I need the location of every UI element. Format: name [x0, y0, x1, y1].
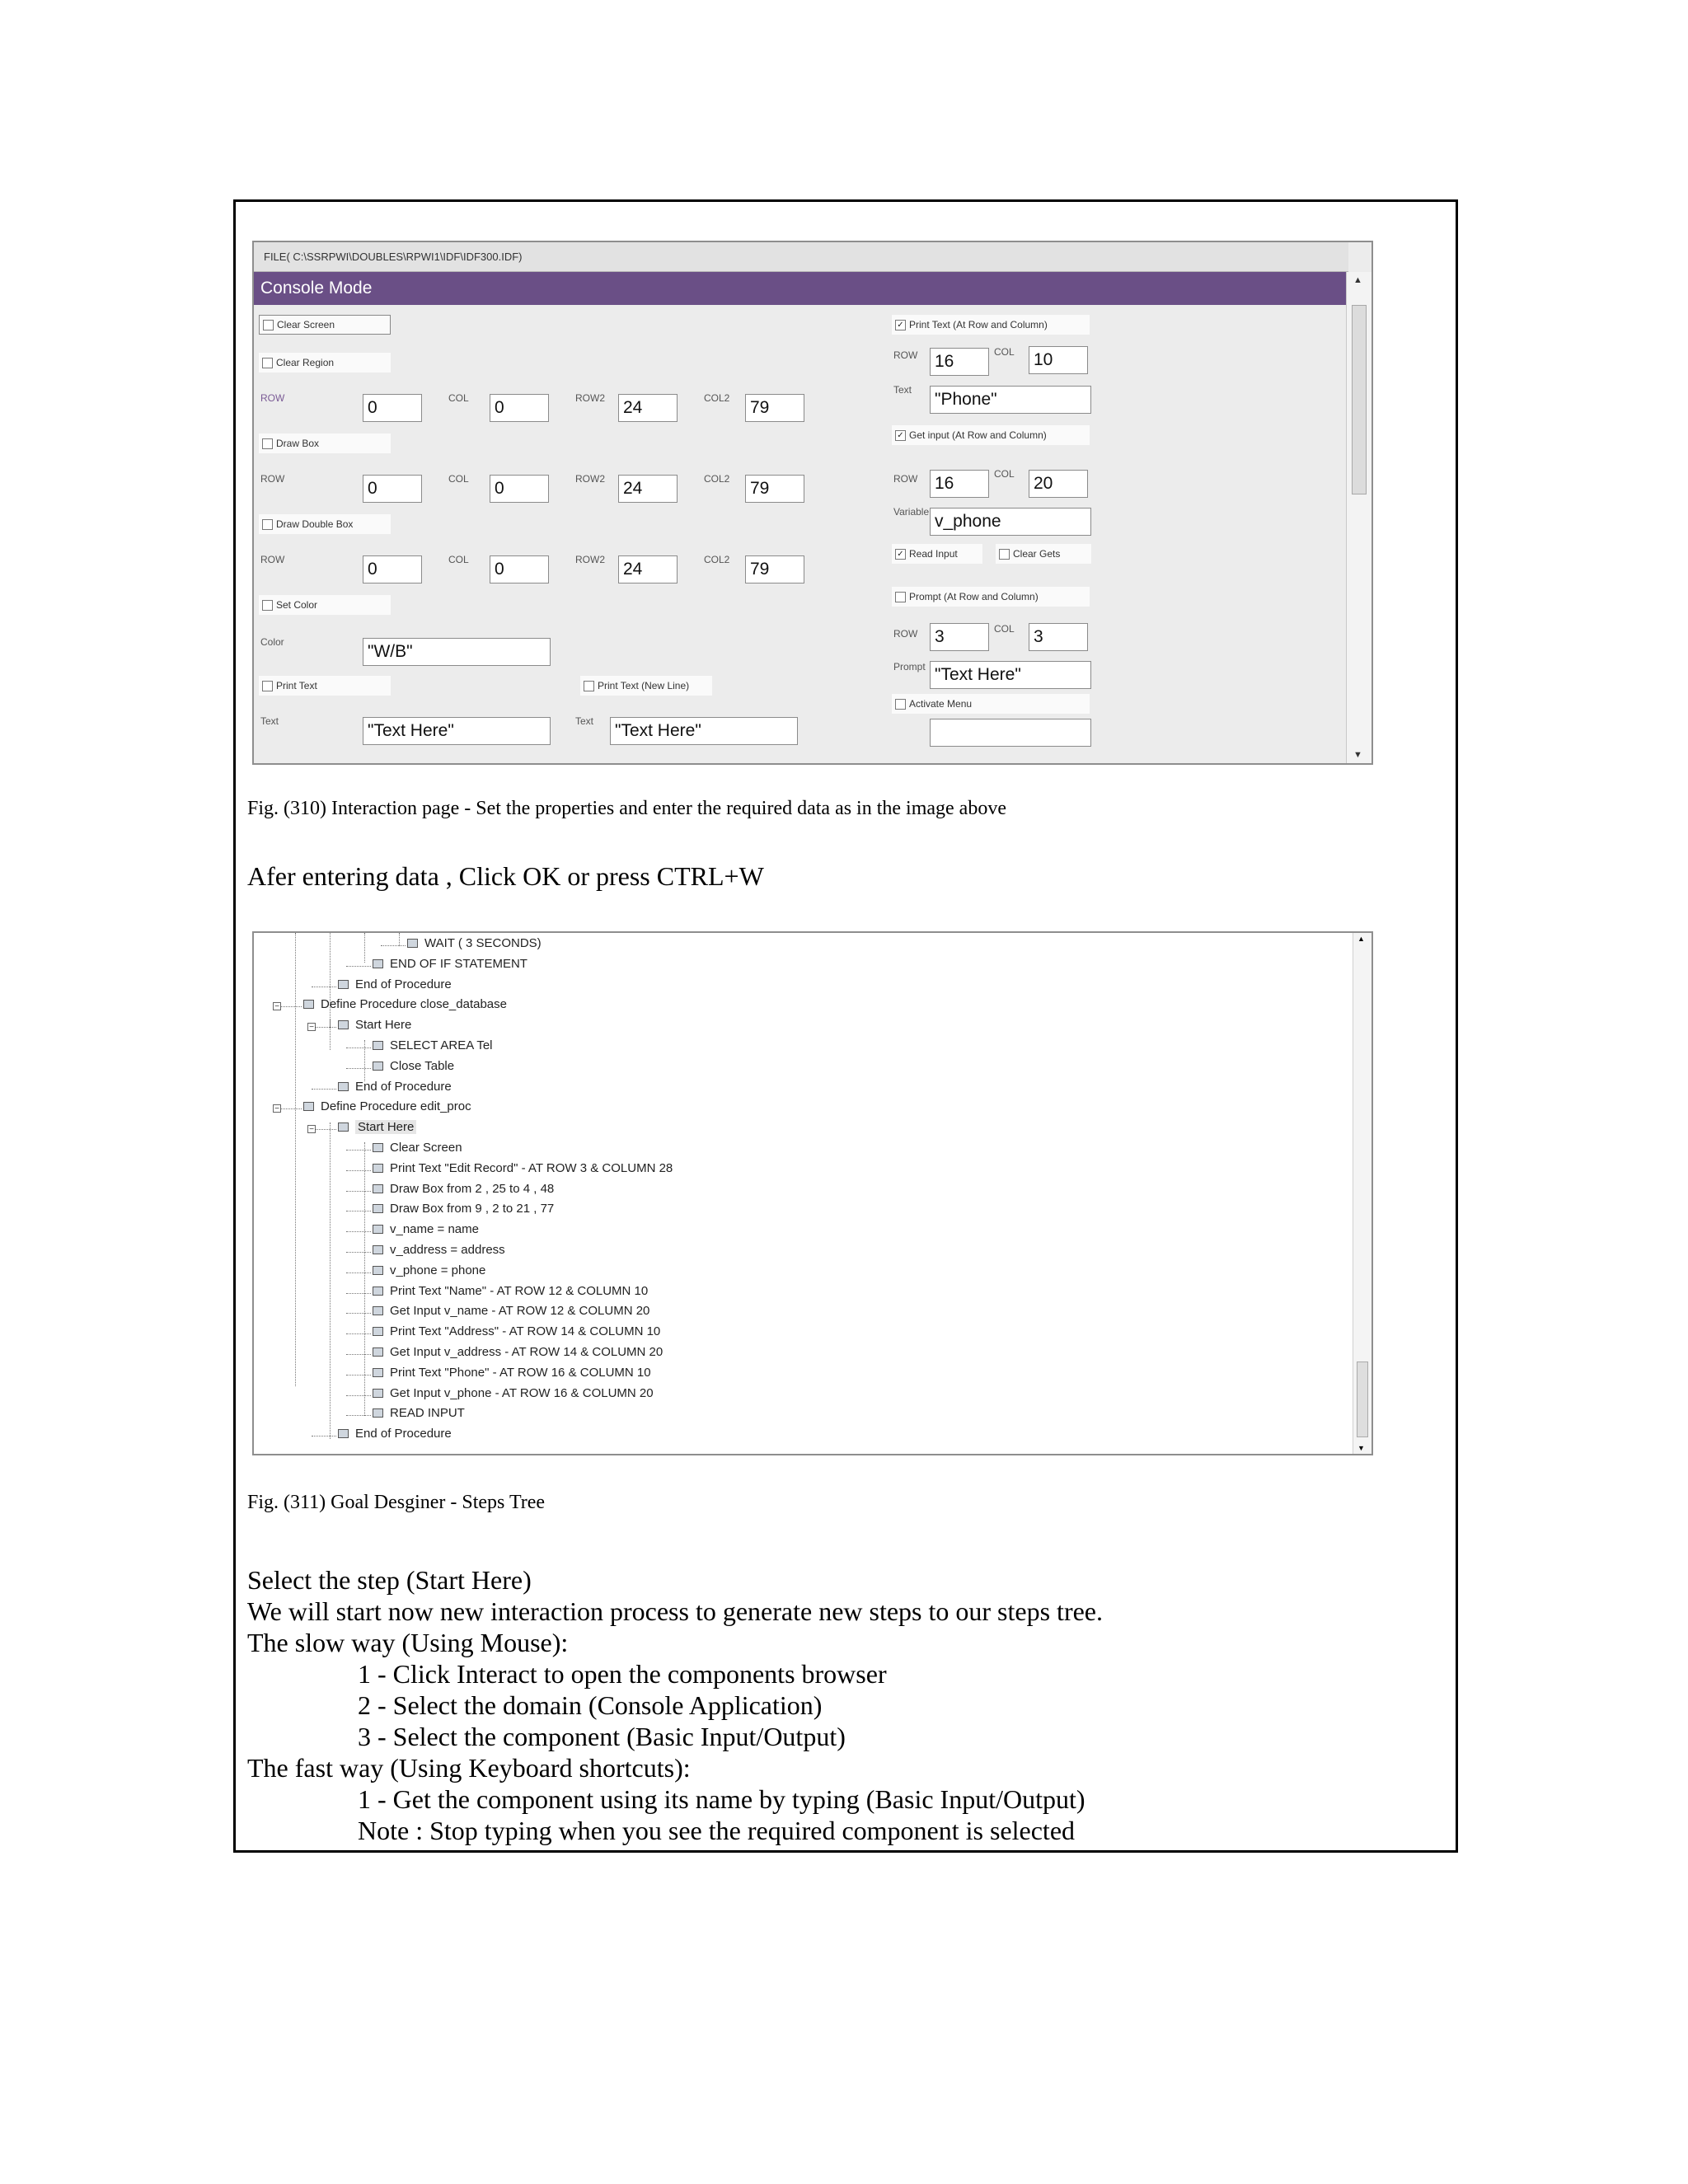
print-rc-row-input[interactable]: 16 — [930, 348, 989, 376]
tree-line — [364, 1040, 365, 1081]
tree-line — [346, 1231, 371, 1232]
tree-node-label: Draw Box from 2 , 25 to 4 , 48 — [390, 1181, 555, 1196]
print-text-input[interactable]: "Text Here" — [363, 717, 551, 745]
checkbox-icon — [262, 358, 273, 368]
dbox-col-label: COL — [448, 554, 469, 565]
dbox-row2-label: ROW2 — [575, 554, 605, 565]
region-row-input[interactable]: 0 — [363, 394, 422, 422]
tree-node[interactable] — [407, 936, 542, 950]
clear-gets-checkbox[interactable]: Clear Gets — [996, 544, 1091, 564]
region-row2-label: ROW2 — [575, 392, 605, 404]
tree-node[interactable] — [373, 1161, 673, 1175]
checkbox-icon — [262, 681, 273, 691]
step-icon — [373, 1225, 383, 1234]
tree-node-label: v_phone = phone — [390, 1263, 486, 1277]
print-rc-text-label: Text — [893, 384, 912, 396]
step-icon — [338, 980, 349, 989]
console-mode-window — [252, 241, 1373, 765]
tree-node-label: Define Procedure close_database — [321, 997, 507, 1012]
dbox-row-input[interactable]: 0 — [363, 555, 422, 583]
step-line-3: The slow way (Using Mouse): — [247, 1628, 569, 1657]
region-col2-label: COL2 — [704, 392, 730, 404]
fig310-caption: Fig. (310) Interaction page - Set the properties and enter the required data as in the image above — [247, 798, 1006, 819]
step-icon — [373, 1347, 383, 1357]
region-row-label: ROW — [260, 392, 285, 404]
tree-node[interactable] — [303, 997, 507, 1011]
scroll-up-icon[interactable]: ▲ — [1357, 935, 1365, 943]
region-col-input[interactable]: 0 — [490, 394, 549, 422]
box-col-label: COL — [448, 473, 469, 485]
tree-node[interactable] — [373, 1345, 663, 1359]
tree-line — [381, 945, 406, 946]
tree-node-label: v_name = name — [390, 1222, 479, 1237]
clear-region-checkbox[interactable]: Clear Region — [259, 353, 391, 373]
dbox-col2-label: COL2 — [704, 554, 730, 565]
prompt-row-label: ROW — [893, 628, 918, 640]
checkbox-checked-icon: ✓ — [895, 430, 906, 441]
tree-line — [346, 1375, 371, 1376]
tree-node[interactable] — [338, 1120, 416, 1134]
tree-node-label: Define Procedure edit_proc — [321, 1099, 471, 1114]
tree-node-label: READ INPUT — [390, 1406, 465, 1421]
tree-node-label: Get Input v_name - AT ROW 12 & COLUMN 20 — [390, 1304, 650, 1319]
print-rc-row-label: ROW — [893, 349, 918, 361]
checkbox-icon — [584, 681, 594, 691]
print-rc-col-input[interactable]: 10 — [1029, 346, 1088, 374]
tree-node-label: Get Input v_phone - AT ROW 16 & COLUMN 20 — [390, 1385, 654, 1400]
checkbox-icon — [895, 699, 906, 710]
get-input-variable-input[interactable]: v_phone — [930, 508, 1091, 536]
tree-line — [312, 1089, 336, 1090]
clear-screen-checkbox[interactable]: Clear Screen — [259, 315, 391, 335]
step-icon — [373, 1389, 383, 1398]
scrollbar-thumb[interactable] — [1352, 305, 1367, 494]
dbox-row2-input[interactable]: 24 — [618, 555, 678, 583]
checkbox-icon — [262, 438, 273, 449]
step-icon — [373, 1041, 383, 1050]
color-input[interactable]: "W/B" — [363, 638, 551, 666]
tree-node[interactable] — [373, 1243, 505, 1257]
step-icon — [373, 1266, 383, 1275]
box-row2-label: ROW2 — [575, 473, 605, 485]
activate-menu-checkbox[interactable]: Activate Menu — [892, 694, 1090, 714]
tree-line — [399, 933, 400, 946]
tree-line — [346, 1313, 371, 1314]
tree-node-label: v_address = address — [390, 1243, 505, 1257]
tree-node-label: Draw Box from 9 , 2 to 21 , 77 — [390, 1202, 555, 1216]
tree-node[interactable] — [373, 1141, 462, 1155]
tree-node[interactable] — [373, 1304, 649, 1318]
tree-node[interactable] — [338, 1427, 452, 1441]
tree-node[interactable] — [373, 1406, 465, 1420]
tree-node[interactable] — [373, 1366, 651, 1380]
step-line-5: 2 - Select the domain (Console Application) — [358, 1690, 823, 1720]
tree-node-label: END OF IF STATEMENT — [390, 956, 528, 971]
collapse-icon[interactable]: − — [307, 1023, 316, 1031]
file-path-bar: FILE( C:\SSRPWI\DOUBLES\RPWI1\IDF\IDF300.IDF) — [254, 242, 1348, 272]
get-input-col-input[interactable]: 20 — [1029, 470, 1088, 498]
step-line-4: 1 - Click Interact to open the components browser — [358, 1659, 887, 1689]
tree-node[interactable] — [338, 1018, 411, 1032]
step-icon — [373, 1245, 383, 1254]
step-icon — [373, 1408, 383, 1418]
steps-tree — [252, 931, 1373, 1455]
checkbox-icon — [262, 600, 273, 611]
step-icon — [338, 1429, 349, 1438]
tree-node-label: Print Text "Phone" - AT ROW 16 & COLUMN 10 — [390, 1365, 651, 1380]
tree-line — [346, 1272, 371, 1273]
step-icon — [338, 1020, 349, 1029]
vertical-scrollbar[interactable] — [1346, 272, 1372, 763]
tree-node-label: WAIT ( 3 SECONDS) — [424, 936, 542, 950]
get-input-row-input[interactable]: 16 — [930, 470, 989, 498]
tree-node[interactable] — [373, 1386, 654, 1400]
tree-node-label: Print Text "Edit Record" - AT ROW 3 & COLUMN 28 — [390, 1160, 673, 1175]
scrollbar-thumb[interactable] — [1357, 1361, 1368, 1437]
tree-node[interactable] — [303, 1099, 471, 1113]
region-row2-input[interactable]: 24 — [618, 394, 678, 422]
fig311-caption: Fig. (311) Goal Desginer - Steps Tree — [247, 1492, 546, 1513]
tree-node[interactable] — [373, 1284, 648, 1298]
tree-line — [346, 1150, 371, 1151]
box-row-input[interactable]: 0 — [363, 475, 422, 503]
tree-line — [330, 1019, 331, 1050]
prompt-row-input[interactable]: 3 — [930, 623, 989, 651]
step-icon — [373, 1062, 383, 1071]
box-col-input[interactable]: 0 — [490, 475, 549, 503]
print-text-newline-checkbox[interactable]: Print Text (New Line) — [580, 676, 712, 696]
checkbox-icon — [895, 592, 906, 602]
box-row2-input[interactable]: 24 — [618, 475, 678, 503]
activate-menu-input[interactable] — [930, 719, 1091, 747]
color-label: Color — [260, 636, 284, 648]
tree-node[interactable] — [373, 957, 528, 971]
tree-line — [346, 1191, 371, 1192]
step-icon — [373, 1327, 383, 1336]
collapse-icon[interactable]: − — [307, 1125, 316, 1133]
step-line-9: Note : Stop typing when you see the required component is selected — [358, 1816, 1076, 1845]
step-icon — [373, 1164, 383, 1173]
checkbox-checked-icon: ✓ — [895, 549, 906, 560]
tree-line — [346, 1252, 371, 1253]
box-col2-label: COL2 — [704, 473, 730, 485]
box-col2-input[interactable]: 79 — [745, 475, 804, 503]
print-text-row-col-checkbox[interactable]: ✓ Print Text (At Row and Column) — [892, 315, 1090, 335]
step-line-8: 1 - Get the component using its name by typing (Basic Input/Output) — [358, 1784, 1085, 1814]
tree-node-label: End of Procedure — [355, 1427, 452, 1441]
tree-node-label: Start Here — [355, 1018, 412, 1033]
step-icon — [373, 1306, 383, 1315]
tree-node-label: Start Here — [355, 1120, 416, 1134]
checkbox-icon — [999, 549, 1010, 560]
step-line-6: 3 - Select the component (Basic Input/Output) — [358, 1722, 846, 1751]
print-text-newline-input[interactable]: "Text Here" — [610, 717, 798, 745]
step-icon — [338, 1122, 349, 1132]
tree-node[interactable] — [373, 1222, 479, 1236]
draw-box-checkbox[interactable]: Draw Box — [259, 434, 391, 453]
dbox-row-label: ROW — [260, 554, 285, 565]
dbox-col2-input[interactable]: 79 — [745, 555, 804, 583]
tree-line — [330, 933, 331, 1028]
prompt-label: Prompt — [893, 661, 926, 673]
tree-node-label: Print Text "Name" - AT ROW 12 & COLUMN 10 — [390, 1283, 649, 1298]
tree-node-label: End of Procedure — [355, 1079, 452, 1094]
scroll-down-icon[interactable]: ▼ — [1357, 1444, 1365, 1452]
box-row-label: ROW — [260, 473, 285, 485]
tree-node[interactable] — [373, 1202, 554, 1216]
checkbox-checked-icon: ✓ — [895, 320, 906, 330]
tree-node-label: Clear Screen — [390, 1141, 462, 1155]
get-input-variable-label: Variable — [893, 506, 930, 518]
tree-line — [346, 1211, 371, 1212]
tree-node[interactable] — [373, 1059, 454, 1073]
instruction-text: Afer entering data , Click OK or press CTRL+W — [247, 861, 764, 891]
tree-line — [346, 1415, 371, 1416]
tree-line — [346, 1354, 371, 1355]
step-icon — [373, 1286, 383, 1296]
tree-line — [330, 1122, 331, 1439]
tree-line — [346, 1293, 371, 1294]
collapse-icon[interactable]: − — [273, 1002, 281, 1010]
set-color-checkbox[interactable]: Set Color — [259, 595, 391, 615]
tree-line — [346, 1047, 371, 1048]
tree-node-label: End of Procedure — [355, 977, 452, 991]
step-line-2: We will start now new interaction process to generate new steps to our steps tree. — [247, 1596, 1103, 1626]
tree-line — [346, 966, 371, 967]
tree-line — [346, 1068, 371, 1069]
print-rc-col-label: COL — [994, 346, 1015, 358]
region-col-label: COL — [448, 392, 469, 404]
tree-line — [295, 933, 296, 1386]
tree-line — [346, 1333, 371, 1334]
step-icon — [407, 939, 418, 948]
get-input-row-col-checkbox[interactable]: ✓ Get input (At Row and Column) — [892, 425, 1090, 445]
tree-node-label: SELECT AREA Tel — [390, 1038, 493, 1052]
scroll-up-icon[interactable]: ▲ — [1353, 275, 1362, 285]
step-icon — [373, 959, 383, 968]
tree-node[interactable] — [373, 1263, 485, 1277]
tree-scrollbar[interactable] — [1353, 933, 1372, 1454]
get-input-row-label: ROW — [893, 473, 918, 485]
collapse-icon[interactable]: − — [273, 1104, 281, 1113]
step-line-7: The fast way (Using Keyboard shortcuts): — [247, 1753, 691, 1783]
draw-double-box-checkbox[interactable]: Draw Double Box — [259, 514, 391, 534]
step-icon — [373, 1184, 383, 1193]
tree-node-label: Close Table — [390, 1058, 455, 1073]
tree-node[interactable] — [373, 1038, 493, 1052]
tree-node[interactable] — [338, 1080, 452, 1094]
prompt-row-col-checkbox[interactable]: Prompt (At Row and Column) — [892, 587, 1090, 607]
step-icon — [338, 1082, 349, 1091]
step-icon — [373, 1368, 383, 1377]
step-icon — [303, 1000, 314, 1009]
checkbox-icon — [263, 320, 274, 330]
tree-line — [346, 1170, 371, 1171]
print-rc-text-input[interactable]: "Phone" — [930, 386, 1091, 414]
tree-node[interactable] — [373, 1324, 660, 1338]
tree-node[interactable] — [373, 1182, 554, 1196]
checkbox-icon — [262, 519, 273, 530]
prompt-input[interactable]: "Text Here" — [930, 661, 1091, 689]
tree-node-label: Print Text "Address" - AT ROW 14 & COLUMN 10 — [390, 1324, 661, 1339]
step-icon — [373, 1204, 383, 1213]
get-input-col-label: COL — [994, 468, 1015, 480]
scroll-down-icon[interactable]: ▼ — [1353, 750, 1362, 760]
print-text-newline-label: Text — [575, 715, 594, 727]
print-text-checkbox[interactable]: Print Text — [259, 676, 391, 696]
tree-line — [364, 933, 365, 963]
step-icon — [373, 1143, 383, 1152]
console-mode-title: Console Mode — [254, 272, 1348, 305]
region-col2-input[interactable]: 79 — [745, 394, 804, 422]
step-line-1: Select the step (Start Here) — [247, 1565, 532, 1595]
tree-line — [346, 1395, 371, 1396]
dbox-col-input[interactable]: 0 — [490, 555, 549, 583]
tree-node[interactable] — [338, 977, 452, 991]
tree-node-label: Get Input v_address - AT ROW 14 & COLUMN 20 — [390, 1345, 663, 1359]
read-input-checkbox[interactable]: ✓ Read Input — [892, 544, 982, 564]
prompt-col-input[interactable]: 3 — [1029, 623, 1088, 651]
prompt-col-label: COL — [994, 623, 1015, 635]
step-icon — [303, 1102, 314, 1111]
print-text-label: Text — [260, 715, 279, 727]
